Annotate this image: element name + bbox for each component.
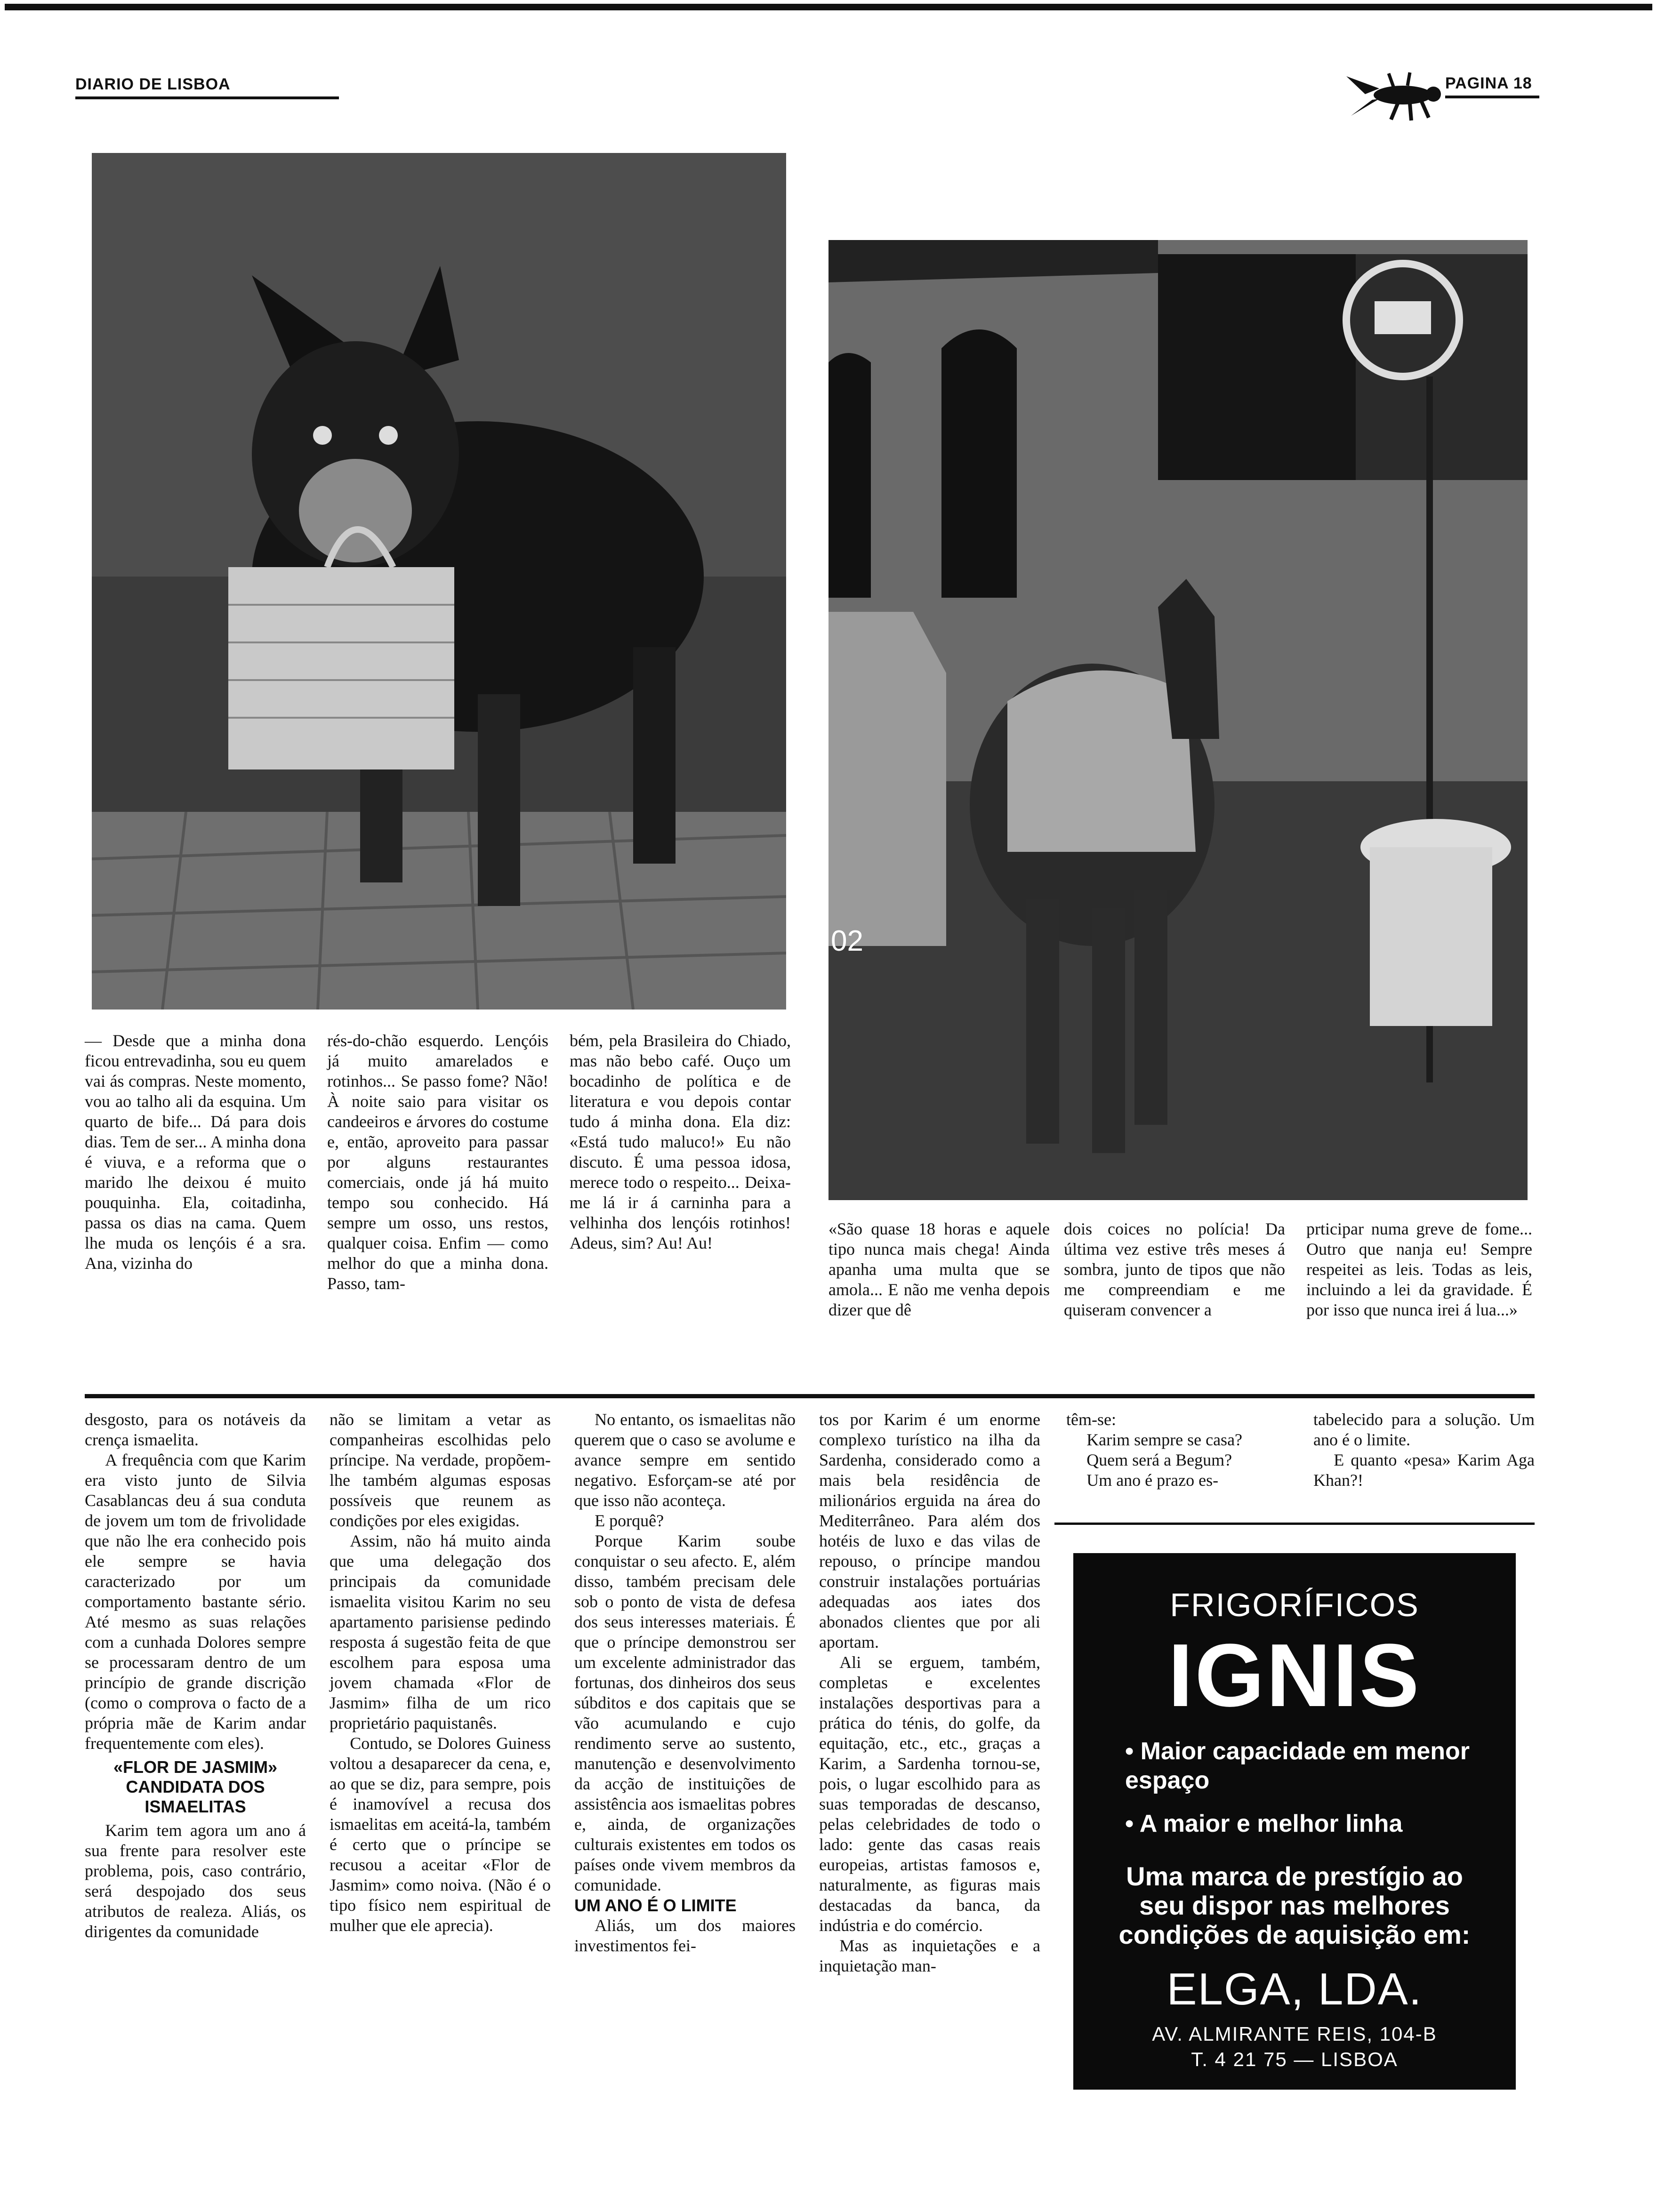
advert-category: FRIGORÍFICOS bbox=[1170, 1587, 1419, 1623]
dog-text-col-2: rés-do-chão esquerdo. Lençóis já muito amarelados e rotinhos... Se passo fome? Não! À noite saio para visitar os candeeiros e árvores do costume e, então, aproveito para passar por alguns restaurantes comerciais, onde já há muito tempo sou conhecido. Há sempre um osso, uns restos, qualquer coisa. Enfim — como melhor do que a minha dona. Passo, tam- bbox=[327, 1031, 548, 1293]
article-col-6: tabelecido para a solução. Um ano é o limite. E quanto «pesa» Karim Aga Khan?! bbox=[1313, 1410, 1535, 1490]
advert-top-rule bbox=[1054, 1523, 1535, 1525]
masthead-rule-left bbox=[75, 96, 339, 99]
donkey-text-col-3: prticipar numa greve de fome... Outro que nanja eu! Sempre respeitei as leis. Todas as leis, incluindo a lei da gravidade. É por isso que nunca irei á lua...» bbox=[1306, 1219, 1532, 1319]
article-col-1: desgosto, para os notáveis da crença ismaelita. A frequência com que Karim era visto junto de Silvia Casablancas deu á sua conduta de jovem um tom de frivolidade que não lhe era conhecido pois ele sempre se havia caracterizado por um comportamento bastante sério. Até mesmo as suas relações com a cunhada Dolores sempre se processaram dentro de um princípio de grande discrição (como o comprova o facto de a própria mãe de Karim andar frequentemente com eles). «FLOR DE JASMIM» CANDIDATA DOS ISMAELITAS Karim tem agora um ano á sua frente para resolver este problema, pois, caso contrário, será despojado dos seus atributos de realeza. Aliás, os dirigentes da comunidade bbox=[85, 1410, 306, 1941]
advert-bullet-1: • Maior capacidade em menor espaço bbox=[1125, 1738, 1470, 1794]
fly-logo-icon bbox=[1346, 71, 1455, 122]
advert-brand-logo: IGNIS bbox=[1168, 1626, 1421, 1725]
advert-bullet-2: • A maior e melhor linha bbox=[1125, 1810, 1403, 1837]
ignis-advert bbox=[1073, 1553, 1516, 2090]
advert-address: AV. ALMIRANTE REIS, 104-B bbox=[1152, 2023, 1437, 2045]
article-col-4: tos por Karim é um enorme complexo turístico na ilha da Sardenha, considerado como a mais bela residência de milionários erguida na área do Mediterrâneo. Para além dos hotéis de luxo e das vilas de repouso, o príncipe mandou construir instalações portuárias adequadas aos iates dos abonados clientes que por ali aportam. Ali se erguem, também, completas e excelentes instalações desportivas para a prática do ténis, do golfe, da equitação, etc., etc., graças a Karim, a Sardenha tornou-se, pois, o lugar escolhido para as suas temporadas de descanso, pelas celebridades de todo o lado: gente das casas reais europeias, artistas famosos e, naturalmente, as figuras mais destacadas da banca, da indústria e do comércio. Mas as inquietações e a inquietação man- bbox=[819, 1410, 1040, 1975]
donkey-text-col-2: dois coices no polícia! Da última vez estive três meses á sombra, junto de tipos que não me compreendiam e me quiseram convencer a bbox=[1064, 1219, 1285, 1319]
top-border bbox=[5, 4, 1652, 10]
subheading-um-ano: UM ANO É O LIMITE bbox=[574, 1896, 737, 1915]
article-col-5: têm-se: Karim sempre se casa? Quem será a Begum? Um ano é prazo es- bbox=[1066, 1410, 1243, 1490]
newspaper-name: DIARIO DE LISBOA bbox=[75, 75, 231, 93]
photo-plate-number: 02 bbox=[831, 925, 863, 957]
photo-donkey-parked bbox=[828, 240, 1528, 1200]
masthead-rule-right bbox=[1445, 96, 1539, 98]
advert-company: ELGA, LDA. bbox=[1166, 1964, 1423, 2014]
photo-dog-with-basket bbox=[92, 153, 786, 1010]
subheading-flor-de-jasmim: «FLOR DE JASMIM» CANDIDATA DOS ISMAELITAS bbox=[113, 1757, 278, 1816]
advert-slogan: Uma marca de prestígio ao seu dispor nas melhores condições de aquisição em: bbox=[1118, 1861, 1471, 1949]
article-col-2: não se limitam a vetar as companheiras escolhidas pelo príncipe. Na verdade, propõem-lhe também algumas esposas possíveis que reunem as condições por eles exigidas. Assim, não há muito ainda que uma delegação dos principais da comunidade ismaelita visitou Karim no seu apartamento parisiense pedindo resposta á sugestão feita de que escolhem para esposa uma jovem chamada «Flor de Jasmim» filha de um rico proprietário paquistanês. Contudo, se Dolores Guiness voltou a desaparecer da cena, e, ao que se diz, para sempre, pois é inamovível a recusa dos ismaelitas em aceitá-la, também é certo que o príncipe se recusou a aceitar «Flor de Jasmim» como noiva. (Não é o tipo físico nem espiritual de mulher que ele aprecia). bbox=[330, 1410, 551, 1935]
donkey-text-col-1: «São quase 18 horas e aquele tipo nunca mais chega! Ainda apanha uma multa que se amola... E não me venha depois dizer que dê bbox=[828, 1219, 1050, 1319]
section-divider bbox=[85, 1394, 1535, 1398]
page-number: PAGINA 18 bbox=[1445, 74, 1532, 92]
dog-text-col-3: bém, pela Brasileira do Chiado, mas não bebo café. Ouço um bocadinho de política e de literatura e vou depois contar tudo á minha dona. Ela diz: «Está tudo maluco!» Eu não discuto. É uma pessoa idosa, merece todo o respeito... Deixa-me lá ir á carninha para a velhinha dos lençóis rotinhos! Adeus, sim? Au! Au! bbox=[570, 1031, 791, 1252]
article-col-3: No entanto, os ismaelitas não querem que o caso se avolume e avance sempre em sentido negativo. Esforçam-se até por que isso não aconteça. E porquê? Porque Karim soube conquistar o seu afecto. E, além disso, também precisam dele sob o ponto de vista de defesa dos seus interesses materiais. É que o príncipe demonstrou ser um excelente administrador das fortunas, dos dinheiros dos seus súbditos e dos capitais que se vão acumulando e cujo rendimento serve ao sustento, manutenção e desenvolvimento da acção de instituições de assistência aos ismaelitas pobres e, ainda, de organizações culturais existentes em todos os países onde vivem membros da comunidade. UM ANO É O LIMITE Aliás, um dos maiores investimentos fei- bbox=[574, 1410, 796, 1955]
advert-phone: T. 4 21 75 — LISBOA bbox=[1191, 2048, 1398, 2070]
dog-text-col-1: — Desde que a minha dona ficou entrevadinha, sou eu quem vai ás compras. Neste momento, vou ao talho ali da esquina. Um quarto de bife... Dá para dois dias. Tem de ser... A minha dona é viuva, e a reforma que o marido lhe deixou é muito pouquinha. Ela, coitadinha, passa os dias na cama. Quem lhe muda os lençóis é a sra. Ana, vizinha do bbox=[85, 1031, 306, 1273]
